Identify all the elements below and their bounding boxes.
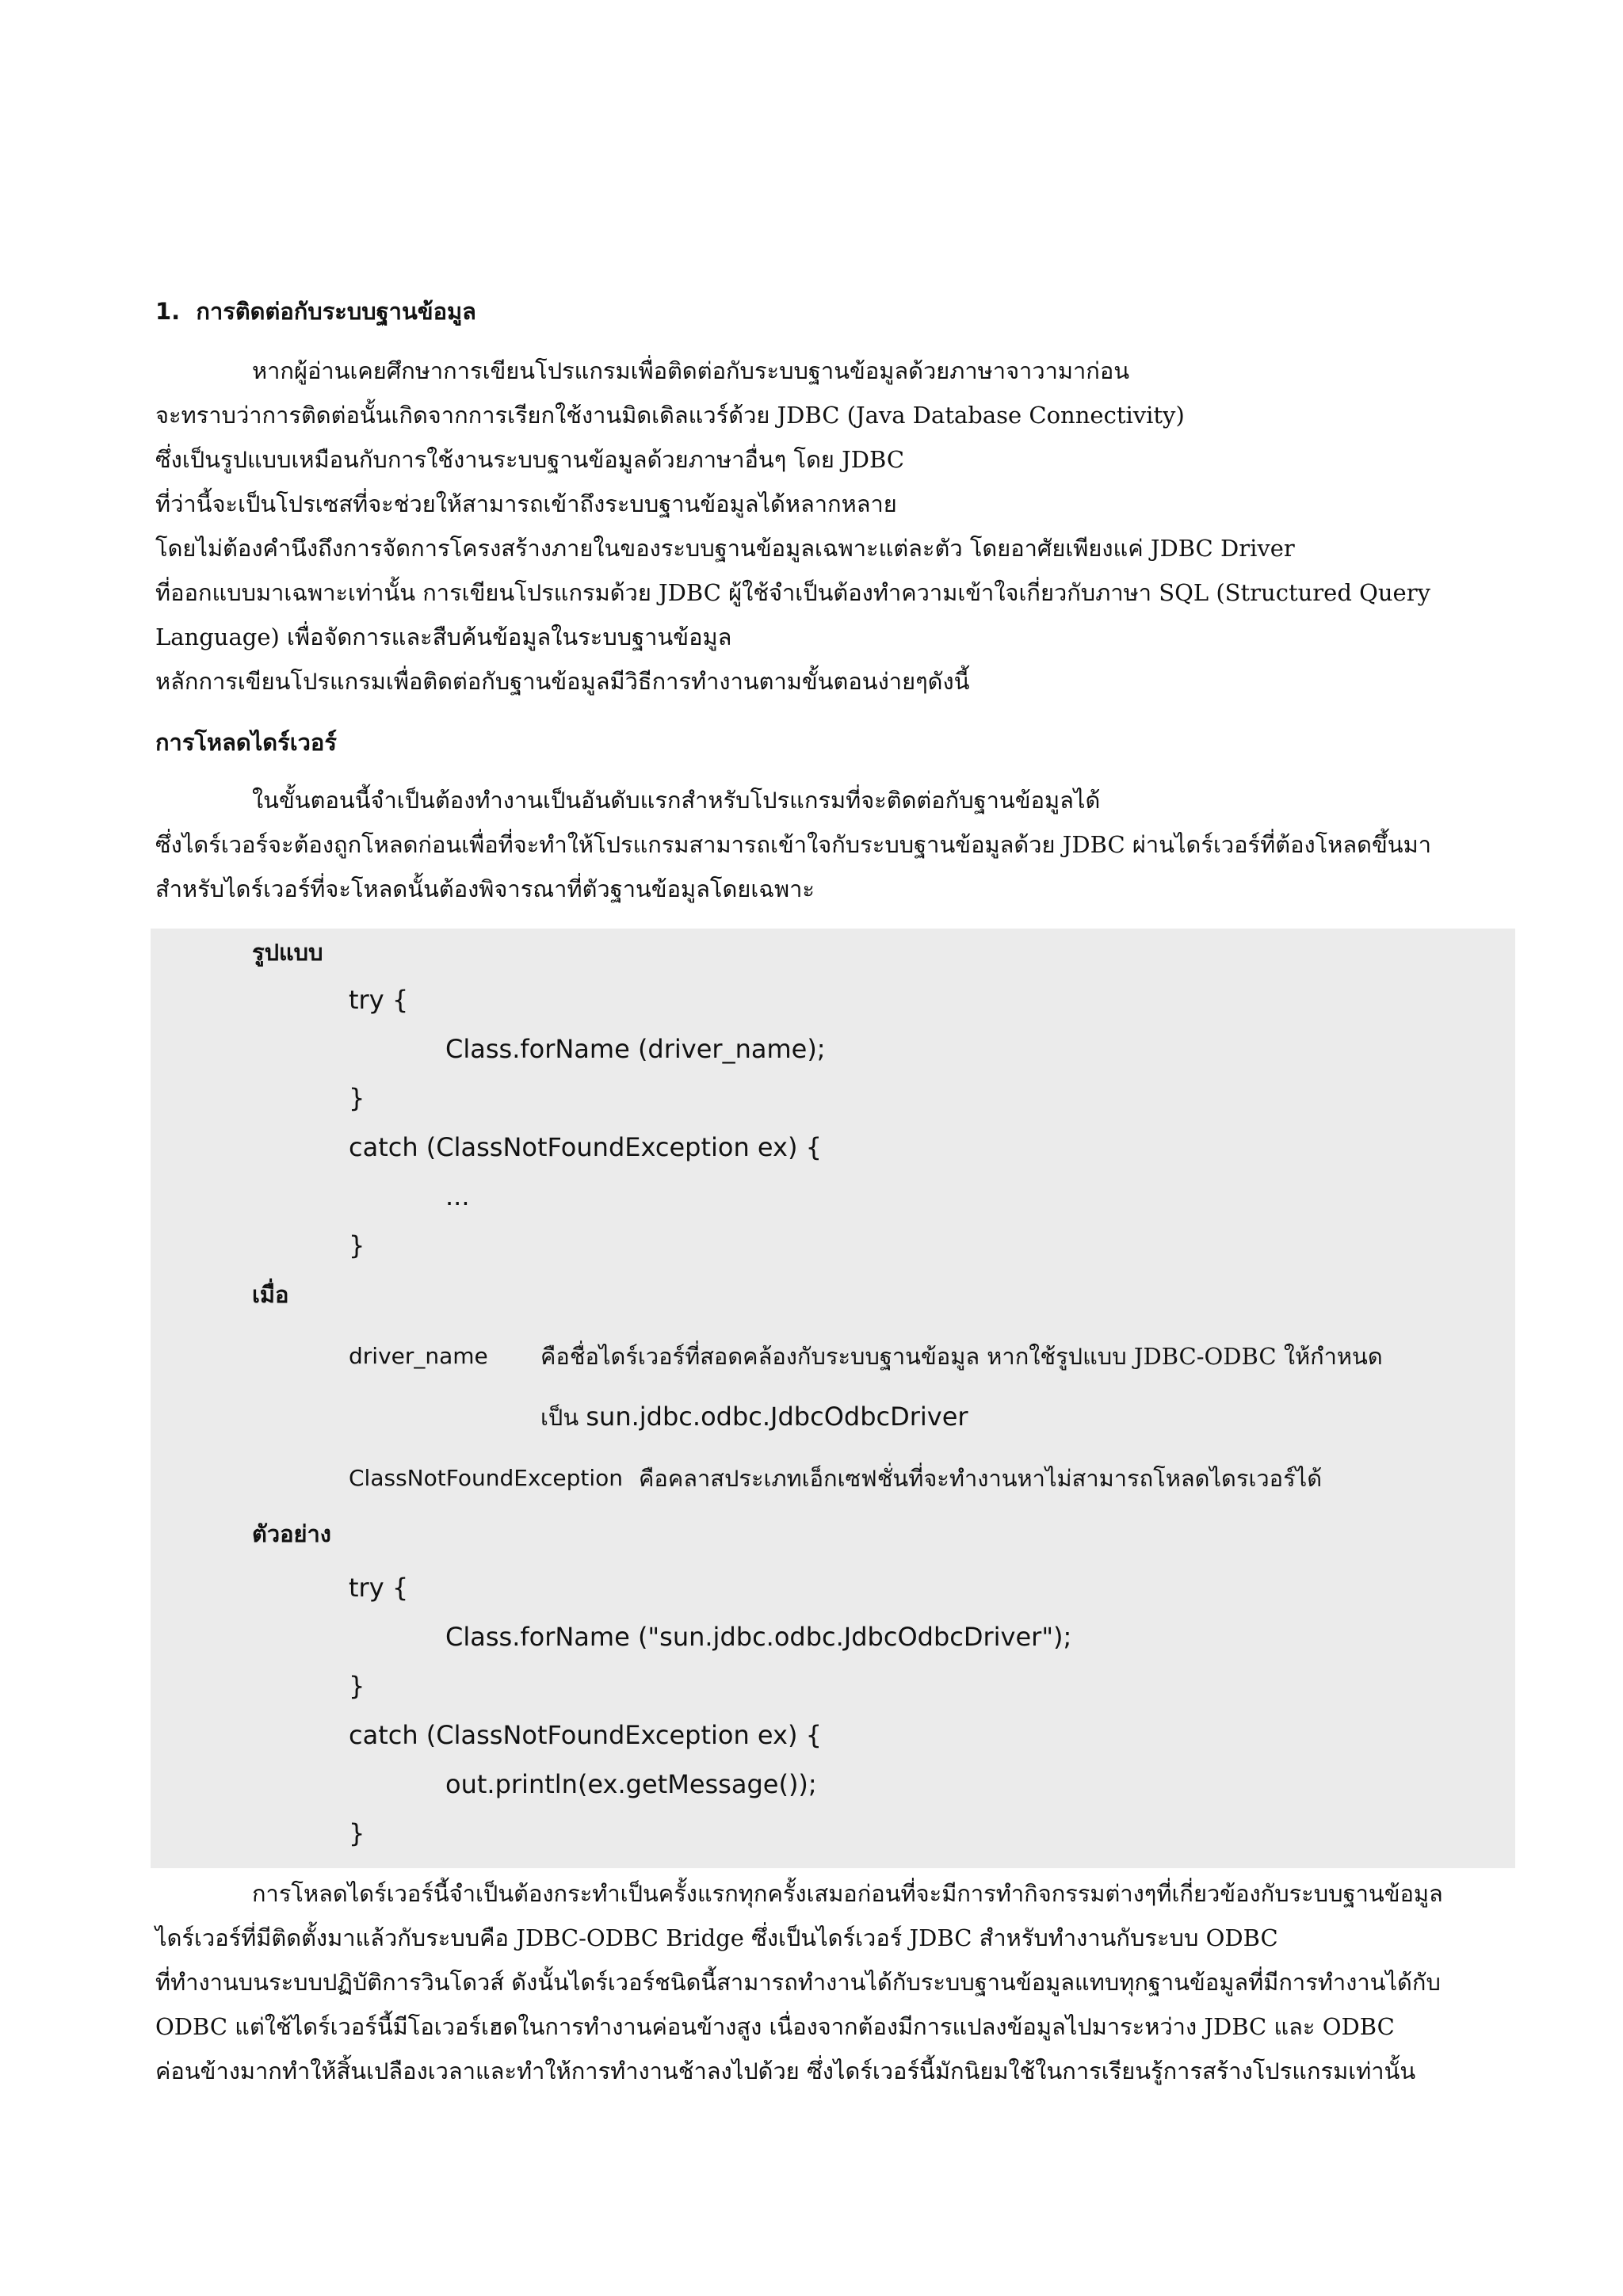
closing-line: ไดร์เวอร์ที่มีติดตั้งมาแล้วกับระบบคือ JDBC-ODBC Bridge ซึ่งเป็นไดร์เวอร์ JDBC สำหรับทำงานกับระบบ ODBC	[155, 1924, 1278, 1951]
param-desc: คือชื่อไดร์เวอร์ที่สอดคล้องกับระบบฐานข้อมูล หากใช้รูปแบบ JDBC-ODBC ให้กำหนด	[540, 1343, 1383, 1370]
section-number: 1.	[155, 298, 181, 325]
intro-line: จะทราบว่าการติดต่อนั้นเกิดจากการเรียกใช้งานมิดเดิลแวร์ด้วย JDBC (Java Database Connectivity)	[155, 402, 1185, 429]
intro-line: ซึ่งเป็นรูปแบบเหมือนกับการใช้งานระบบฐานข้อมูลด้วยภาษาอื่นๆ โดย JDBC	[155, 446, 905, 473]
intro-line: ที่ว่านี้จะเป็นโปรเซสที่จะช่วยให้สามารถเข้าถึงระบบฐานข้อมูลได้หลากหลาย	[155, 490, 897, 517]
loading-line: ซึ่งไดร์เวอร์จะต้องถูกโหลดก่อนเพื่อที่จะทำให้โปรแกรมสามารถเข้าใจกับระบบฐานข้อมูลด้วย JDBC ผ่านไดร์เวอร์ที่ต้องโหลดขึ้นมา	[155, 831, 1432, 858]
closing-line: ค่อนข้างมากทำให้สิ้นเปลืองเวลาและทำให้การทำงานช้าลงไปด้วย ซึ่งไดร์เวอร์นี้มักนิยมใช้ในการเรียนรู้การสร้างโปรแกรมเท่านั้น	[155, 2058, 1416, 2084]
code-line: out.println(ex.getMessage());	[445, 1769, 817, 1799]
code-line: }	[349, 1230, 365, 1261]
param-desc: คือคลาสประเภทเอ็กเซฟชั่นที่จะทำงานหาไม่สามารถโหลดไดรเวอร์ได้	[639, 1465, 1323, 1492]
code-line: try {	[349, 985, 409, 1015]
param-desc-continued	[540, 1401, 968, 1432]
intro-line: หลักการเขียนโปรแกรมเพื่อติดต่อกับฐานข้อมูลมีวิธีการทำงานตามขั้นตอนง่ายๆดังนี้	[155, 668, 970, 695]
param-term: ClassNotFoundException	[349, 1465, 624, 1491]
subheading: การโหลดไดร์เวอร์	[155, 729, 337, 756]
closing-line: การโหลดไดร์เวอร์นี้จำเป็นต้องกระทำเป็นครั้งแรกทุกครั้งเสมอก่อนที่จะมีการทำกิจกรรมต่างๆที่เกี่ยวข้องกับระบบฐานข้อมูล	[252, 1880, 1443, 1907]
code-line: ...	[445, 1181, 470, 1211]
param-term: driver_name	[349, 1343, 488, 1369]
intro-line: โดยไม่ต้องคำนึงถึงการจัดการโครงสร้างภายในของระบบฐานข้อมูลเฉพาะแต่ละตัว โดยอาศัยเพียงแค่ JDBC Driver	[155, 535, 1295, 562]
loading-line: สำหรับไดร์เวอร์ที่จะโหลดนั้นต้องพิจารณาที่ตัวฐานข้อมูลโดยเฉพาะ	[155, 875, 815, 902]
code-line: try {	[349, 1573, 409, 1603]
example-label: ตัวอย่าง	[252, 1520, 331, 1547]
where-label: เมื่อ	[252, 1281, 289, 1308]
loading-line: ในขั้นตอนนี้จำเป็นต้องทำงานเป็นอันดับแรกสำหรับโปรแกรมที่จะติดต่อกับฐานข้อมูลได้	[252, 787, 1101, 814]
code-line: Class.forName (driver_name);	[445, 1034, 826, 1064]
intro-line: หากผู้อ่านเคยศึกษาการเขียนโปรแกรมเพื่อติดต่อกับระบบฐานข้อมูลด้วยภาษาจาวามาก่อน	[252, 357, 1130, 384]
section-title: การติดต่อกับระบบฐานข้อมูล	[196, 298, 476, 325]
code-line: }	[349, 1671, 365, 1701]
code-line: }	[349, 1818, 365, 1848]
param-desc-prefix: เป็น	[540, 1404, 579, 1431]
code-line: catch (ClassNotFoundException ex) {	[349, 1132, 822, 1162]
syntax-label: รูปแบบ	[252, 939, 323, 966]
closing-line: ที่ทำงานบนระบบปฏิบัติการวินโดวส์ ดังนั้นไดร์เวอร์ชนิดนี้สามารถทำงานได้กับระบบฐานข้อมูลแทบทุกฐานข้อมูลที่มีการทำงานได้กับ	[155, 1969, 1441, 1996]
code-line: catch (ClassNotFoundException ex) {	[349, 1720, 822, 1750]
param-desc-code: sun.jdbc.odbc.JdbcOdbcDriver	[586, 1402, 968, 1432]
section-heading	[155, 296, 476, 327]
intro-line: Language) เพื่อจัดการและสืบค้นข้อมูลในระบบฐานข้อมูล	[155, 624, 732, 650]
intro-line: ที่ออกแบบมาเฉพาะเท่านั้น การเขียนโปรแกรมด้วย JDBC ผู้ใช้จำเป็นต้องทำความเข้าใจเกี่ยวกับภาษา SQL (Structured Query	[155, 579, 1430, 606]
closing-line: ODBC แต่ใช้ไดร์เวอร์นี้มีโอเวอร์เฮดในการทำงานค่อนข้างสูง เนื่องจากต้องมีการแปลงข้อมูลไปมาระหว่าง JDBC และ ODBC	[155, 2013, 1395, 2040]
code-line: }	[349, 1083, 365, 1113]
code-line: Class.forName ("sun.jdbc.odbc.JdbcOdbcDriver");	[445, 1622, 1072, 1652]
